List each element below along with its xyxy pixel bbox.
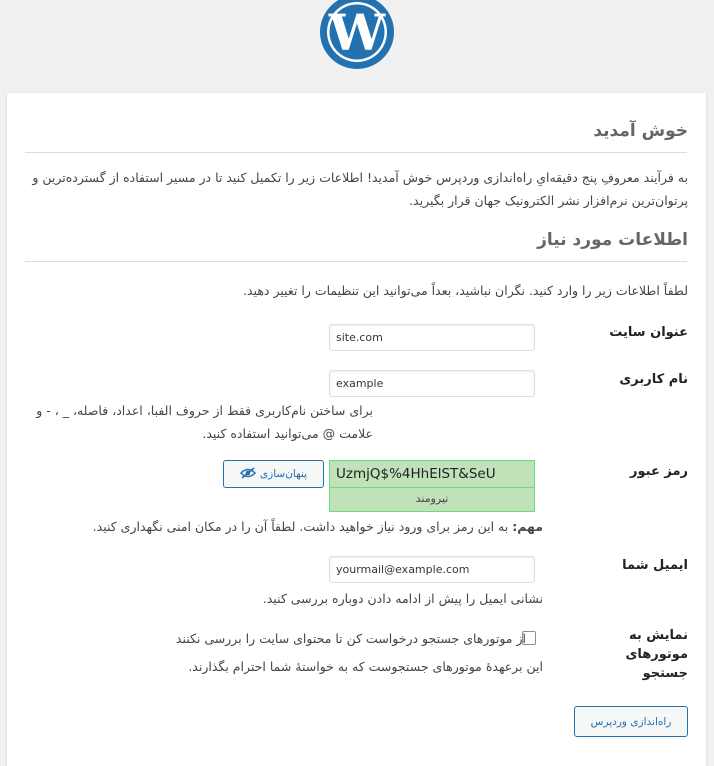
- important-prefix: مهم:: [512, 519, 543, 534]
- password-important-note: [93, 515, 543, 538]
- hide-password-label: پنهان‌سازی: [259, 468, 308, 480]
- important-text: به این رمز برای ورود نیاز خواهید داشت. لطفاً آن را در مکان امنی نگهداری کنید.: [92, 519, 513, 534]
- welcome-title: خوش آمدید: [593, 121, 688, 141]
- site-title-input[interactable]: [329, 324, 535, 351]
- install-card: [7, 93, 706, 766]
- eye-slash-icon: [240, 467, 256, 482]
- password-input[interactable]: [329, 460, 535, 488]
- password-strength-meter: نیرومند: [329, 488, 535, 512]
- username-label: نام کاربری: [619, 372, 688, 387]
- divider: [25, 261, 687, 262]
- search-visibility-label: نمایش به موتورهای جستجو: [625, 628, 688, 681]
- username-help: برای ساختن نام‌کاربری فقط از حروف الفبا، اعداد، فاصله، _ ، - و علامت @ می‌توانید استفاده کنید.: [36, 403, 373, 441]
- email-input[interactable]: [329, 556, 535, 583]
- wordpress-logo-icon: [317, 0, 397, 72]
- install-wordpress-button[interactable]: راه‌اندازی وردپرس: [574, 706, 688, 737]
- search-visibility-checkbox-label[interactable]: از موتورهای جستجو درخواست کن تا محتوای سایت را بررسی نکنند: [175, 631, 526, 646]
- search-visibility-help: این برعهدهٔ موتورهای جستجوست که به خواستهٔ شما احترام بگذارند.: [188, 659, 543, 674]
- info-title: اطلاعات مورد نیاز: [537, 230, 688, 250]
- site-title-label: عنوان سایت: [609, 325, 688, 340]
- email-help: نشانی ایمیل را پیش از ادامه دادن دوباره بررسی کنید.: [262, 591, 543, 606]
- info-text: لطفاً اطلاعات زیر را وارد کنید. نگران نباشید، بعداً می‌توانید این تنظیمات را تغییر دهید.: [243, 283, 688, 298]
- hide-password-button[interactable]: [223, 460, 324, 488]
- email-label: ایمیل شما: [622, 558, 688, 573]
- username-input[interactable]: [329, 370, 535, 397]
- welcome-text: به فرآیند معروفِ پنج دقیقه‌ایِ راه‌اندازی وردپرس خوش آمدید! اطلاعات زیر را تکمیل کنید تا در مسیر استفاده از گسترده‌ترین و پرتوان‌ترین نرم‌افزار نشر الکترونیک جهان قرار بگیرید.: [32, 170, 688, 208]
- svg-text:W: W: [328, 3, 386, 62]
- divider: [25, 152, 687, 153]
- password-label: رمز عبور: [630, 464, 688, 479]
